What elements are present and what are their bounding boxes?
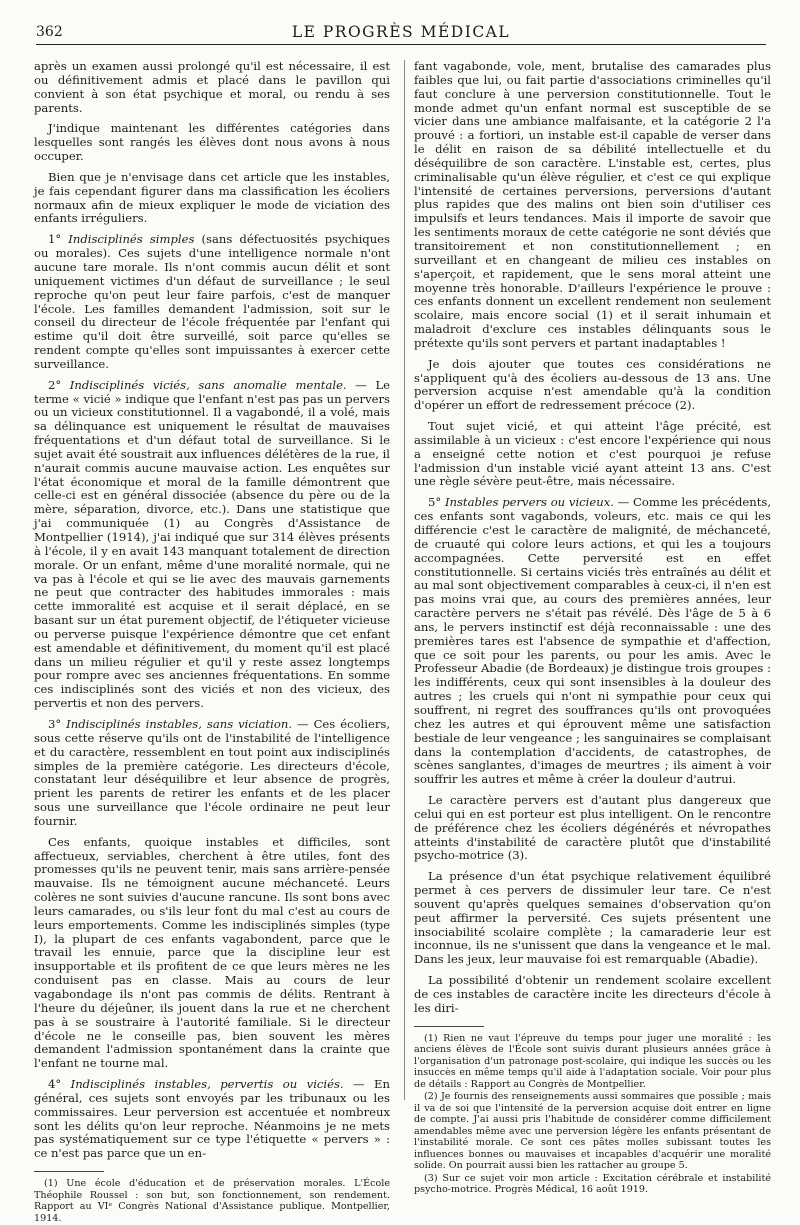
paragraph (414, 358, 771, 413)
paragraph-text: — En général, ces sujets sont envoyés par les tribunaux ou les commissaires. Leur perversion est accentuée et nombreux sont les délits qu'on leur reproche. Néanmoins je ne mets pas systématiquement sur ce type l'étiquette « pervers » : ce n'est pas parce que un en- (34, 1077, 390, 1161)
paragraph-text: fant vagabonde, vole, ment, brutalise des camarades plus faibles que lui, ou fait partie d'associations criminelles qu'il faut conclure à une perversion constitutionnelle. Tout le monde admet qu'un enfant normal est susceptible de se vicier dans une ambiance malfaisante, et la catégorie 2 l'a prouvé : a fortiori, un instable est-il capable de verser dans le délit en raison de sa débilité intellectuelle et du déséquilibre de son caractère. L'instable est, certes, plus criminalisable qu'un élève régulier, et c'est ce qui explique l'intensité de certaines perversions, perversions d'autant plus rapides que des malins ont bien soin d'utiliser ces impulsifs et leurs tendances. Mais il importe de savoir que les sentiments moraux de cette catégorie ne sont déviés que transitoirement et non constitutionnellement ; en surveillant et en changeant de milieu ces instables on s'aperçoit, et rapidement, que le sens moral atteint une moyenne très honorable. D'ailleurs l'expérience le prouve : ces enfants donnent un excellent rendement non seulement scolaire, mais encore social (1) et il serait inhumain et maladroit d'exclure ces instables délinquants sous le prétexte qu'ils sont pervers et partant inadaptables ! (414, 59, 771, 350)
paragraph (34, 718, 390, 829)
paragraph-text: après un examen aussi prolongé qu'il est nécessaire, il est ou définitivement admis et placé dans le pavillon qui convient à son état psychique et moral, ou rendu à ses parents. (34, 59, 390, 115)
section-heading: Indisciplinés instables, sans viciation. (66, 716, 293, 731)
footnote: (1) Rien ne vaut l'épreuve du temps pour juger une moralité : les anciens élèves de l'École sont suivis durant plusieurs années grâce à l'organisation d'un patronage post-scolaire, qui indique les succès ou les insuccès en même temps qu'il aide à l'adaptation sociale. Voir pour plus de détails : Rapport au Congrès de Montpellier. (414, 1032, 771, 1090)
paragraph-text: Tout sujet vicié, et qui atteint l'âge précité, est assimilable à un vicieux : c'est encore l'expérience qui nous a enseigné cette notion et c'est pourquoi je refuse l'admission d'un instable vicié ayant atteint 13 ans. C'est une règle sévère peut-être, mais nécessaire. (414, 419, 771, 489)
footnote: (1) Une école d'éducation et de préservation morales. L'École Théophile Roussel : son but, son fonctionnement, son rendement. Rapport au VIᵉ Congrès National d'Assistance publique. Montpellier, 1914. (34, 1178, 390, 1224)
section-number: 3° (48, 716, 67, 731)
page-number: 362 (36, 24, 63, 40)
paragraph (34, 1078, 390, 1161)
footnote: (2) Je fournis des renseignements aussi sommaires que possible ; mais il va de soi que l'intensité de la perversion acquise doit entrer en ligne de compte. J'ai aussi pris l'habitude de considérer comme difficilement amendables même avec une perversion légère les enfants présentant de l'instabilité morale. Ce sont ces pâtes molles subissant toutes les influences bonnes ou mauvaises et incapables d'acquérir une moralité solide. On pourrait aussi bien les rattacher au groupe 5. (414, 1091, 771, 1172)
paragraph (414, 496, 771, 787)
paragraph (34, 233, 390, 371)
paragraph-text: Le caractère pervers est d'autant plus dangereux que celui qui en est porteur est plus intelligent. On le rencontre de préférence chez les écoliers dégénérés et névropathes atteints d'instabilité de caractère plutôt que d'instabilité psycho-motrice (3). (414, 793, 771, 863)
paragraph (414, 870, 771, 967)
paragraph (34, 379, 390, 711)
section-number: 4° (48, 1077, 71, 1092)
paragraph-text: — Comme les précédents, ces enfants sont vagabonds, voleurs, etc. mais ce qui les différencie c'est le caractère de malignité, de méchanceté, de cruauté qui colore leurs actions, et qui les a toujours accompagnées. Cette perversité est en effet constitutionnelle. Si certains viciés très entraînés au délit et au mal sont objectivement comparables à ceux-ci, il n'en est pas moins vrai que, au cours des premières années, leur caractère pervers ne s'était pas révélé. Dès l'âge de 5 à 6 ans, le pervers instinctif est déjà reconnaissable : une des premières tares est l'absence de sympathie et d'affection, que ce soit pour les parents, ou pour les amis. Avec le Professeur Abadie (de Bordeaux) je distingue trois groupes : les indifférents, ceux qui sont insensibles à la douleur des autres ; les cruels qui n'ont ni sympathie pour ceux qui souffrent, ni regret des souffrances qu'ils ont provoquées chez les autres et qui éprouvent même une satisfaction bestiale de leur vengeance ; les sanguinaires se complaisant dans la contemplation d'accidents, de catastrophes, de scènes sanglantes, d'images de meurtres ; ils aiment à voir souffrir les autres et même à créer la douleur d'autrui. (414, 495, 772, 787)
paragraph-text: — Ces écoliers, sous cette réserve qu'ils ont de l'instabilité de l'intelligence et du caractère, ressemblent en tout point aux indisciplinés simples de la première catégorie. Les directeurs d'école, constatant leur déséquilibre et leur absence de progrès, prient les parents de retirer les enfants et de les placer sous une surveillance que l'école ordinaire ne peut leur fournir. (34, 716, 391, 828)
page-header (36, 22, 766, 45)
footnote-rule (34, 1171, 104, 1172)
section-number: 5° (428, 495, 445, 510)
section-number: 1° (48, 232, 69, 247)
paragraph-text: J'indique maintenant les différentes catégories dans lesquelles sont rangés les élèves dont nous avons à nous occuper. (34, 121, 390, 164)
column-divider (404, 60, 405, 1100)
paragraph-text: Je dois ajouter que toutes ces considérations ne s'appliquent qu'à des écoliers au-dessous de 13 ans. Une perversion acquise n'est amendable qu'à la condition d'opérer un effort de redressement précoce (2). (414, 356, 771, 413)
paragraph (34, 171, 390, 226)
paragraph (34, 836, 390, 1071)
section-heading: Instables pervers ou vicieux. (444, 495, 614, 510)
paragraph (34, 122, 390, 164)
footnote: (3) Sur ce sujet voir mon article : Excitation cérébrale et instabilité psycho-motrice. Progrès Médical, 16 août 1919. (414, 1172, 771, 1196)
left-column (34, 60, 390, 1225)
paragraph-text: (sans défectuosités psychiques ou morales). Ces sujets d'une intelligence normale n'ont aucune tare morale. Ils n'ont commis aucun délit et sont uniquement victimes d'un défaut de surveillance ; le seul reproche qu'on peut leur faire parfois, c'est de manquer l'école. Les familles demandent l'admission, soit sur le conseil du directeur de l'école fréquentée par l'enfant qui estime qu'il doit être surveillé, soit parce qu'elles se rendent compte qu'elles sont impuissantes à exercer cette surveillance. (34, 232, 390, 371)
paragraph (414, 420, 771, 489)
paragraph-text: La présence d'un état psychique relativement équilibré permet à ces pervers de dissimuler leur tare. Ce n'est souvent qu'après quelques semaines d'observation qu'on peut affirmer la perversité. Ces sujets présentent une insociabilité scolaire complète ; la camaraderie leur est inconnue, ils ne s'unissent que dans la vengeance et le mal. Dans les jeux, leur mauvaise foi est remarquable (Abadie). (414, 869, 771, 967)
section-heading: Indisciplinés viciés, sans anomalie mentale. (69, 377, 347, 392)
paragraph (414, 794, 771, 863)
paragraph-text: Ces enfants, quoique instables et difficiles, sont affectueux, serviables, cherchent à être utiles, font des promesses qu'ils ne peuvent tenir, mais sans arrière-pensée mauvaise. Ils ne témoignent aucune méchanceté. Leurs colères ne sont suivies d'aucune rancune. Ils sont bons avec leurs camarades, ou s'ils leur font du mal c'est au cours de leurs emportements. Comme les indisciplinés simples (type I), la plupart de ces enfants vagabondent, parce que le travail les ennuie, parce que la discipline leur est insupportable et ils profitent de ce que leurs mères ne les conduisent pas en classe. Mais au cours de leur vagabondage ils n'ont pas commis de délits. Rentrant à l'heure du déjeûner, ils jouent dans la rue et ne cherchent pas à se soustraire à l'autorité familiale. Si le directeur d'école ne le conseille pas, bien souvent les mères demandent l'admission spontanément dans la crainte que l'enfant ne tourne mal. (34, 834, 390, 1071)
section-heading: Indisciplinés simples (68, 232, 195, 247)
paragraph (34, 60, 390, 115)
right-footnotes (414, 1033, 771, 1196)
right-column (414, 60, 771, 1197)
right-body (414, 60, 771, 1016)
paragraph (414, 60, 771, 351)
left-body (34, 60, 390, 1161)
footnote-rule (414, 1026, 484, 1027)
running-title: LE PROGRÈS MÉDICAL (291, 23, 511, 41)
section-number: 2° (48, 377, 70, 392)
paragraph (414, 974, 771, 1016)
section-heading: Indisciplinés instables, pervertis ou viciés. (70, 1077, 344, 1092)
paragraph-text: La possibilité d'obtenir un rendement scolaire excellent de ces instables de caractère incite les directeurs d'école à les diri- (414, 973, 771, 1015)
paragraph-text: — Le terme « vicié » indique que l'enfant n'est pas pas un pervers ou un vicieux constitutionnel. Il a vagabondé, il a volé, mais sa délinquance est uniquement le résultat de mauvaises fréquentations et d'un défaut total de surveillance. Si le sujet avait été soustrait aux influences délétères de la rue, il n'aurait commis aucune mauvaise action. Les enquêtes sur l'état économique et moral de la famille démontrent que celle-ci est en général dissociée (absence du père ou de la mère, séparation, divorce, etc.). Dans une statistique que j'ai communiquée (1) au Congrès d'Assistance de Montpellier (1914), j'ai indiqué que sur 314 élèves présents à l'école, il y en avait 143 manquant totalement de direction morale. Or un enfant, même d'une moralité normale, qui ne va pas à l'école et qui se lie avec des mauvais garnements ne peut que contracter des habitudes immorales : mais cette immoralité est acquise et il serait déplacé, en se basant sur un état purement objectif, de l'étiqueter vicieuse ou perverse puisque l'expérience démontre que cet enfant est amendable et définitivement, du moment qu'il est placé dans un milieu régulier et qu'il y reste assez longtemps pour rompre avec ses anciennes fréquentations. En somme ces indisciplinés sont des viciés et non des vicieux, des pervertis et non des pervers. (34, 377, 391, 711)
paragraph-text: Bien que je n'envisage dans cet article que les instables, je fais cependant figurer dans ma classification les écoliers normaux afin de mieux expliquer le mode de viciation des enfants irréguliers. (34, 169, 390, 226)
left-footnotes (34, 1178, 390, 1224)
